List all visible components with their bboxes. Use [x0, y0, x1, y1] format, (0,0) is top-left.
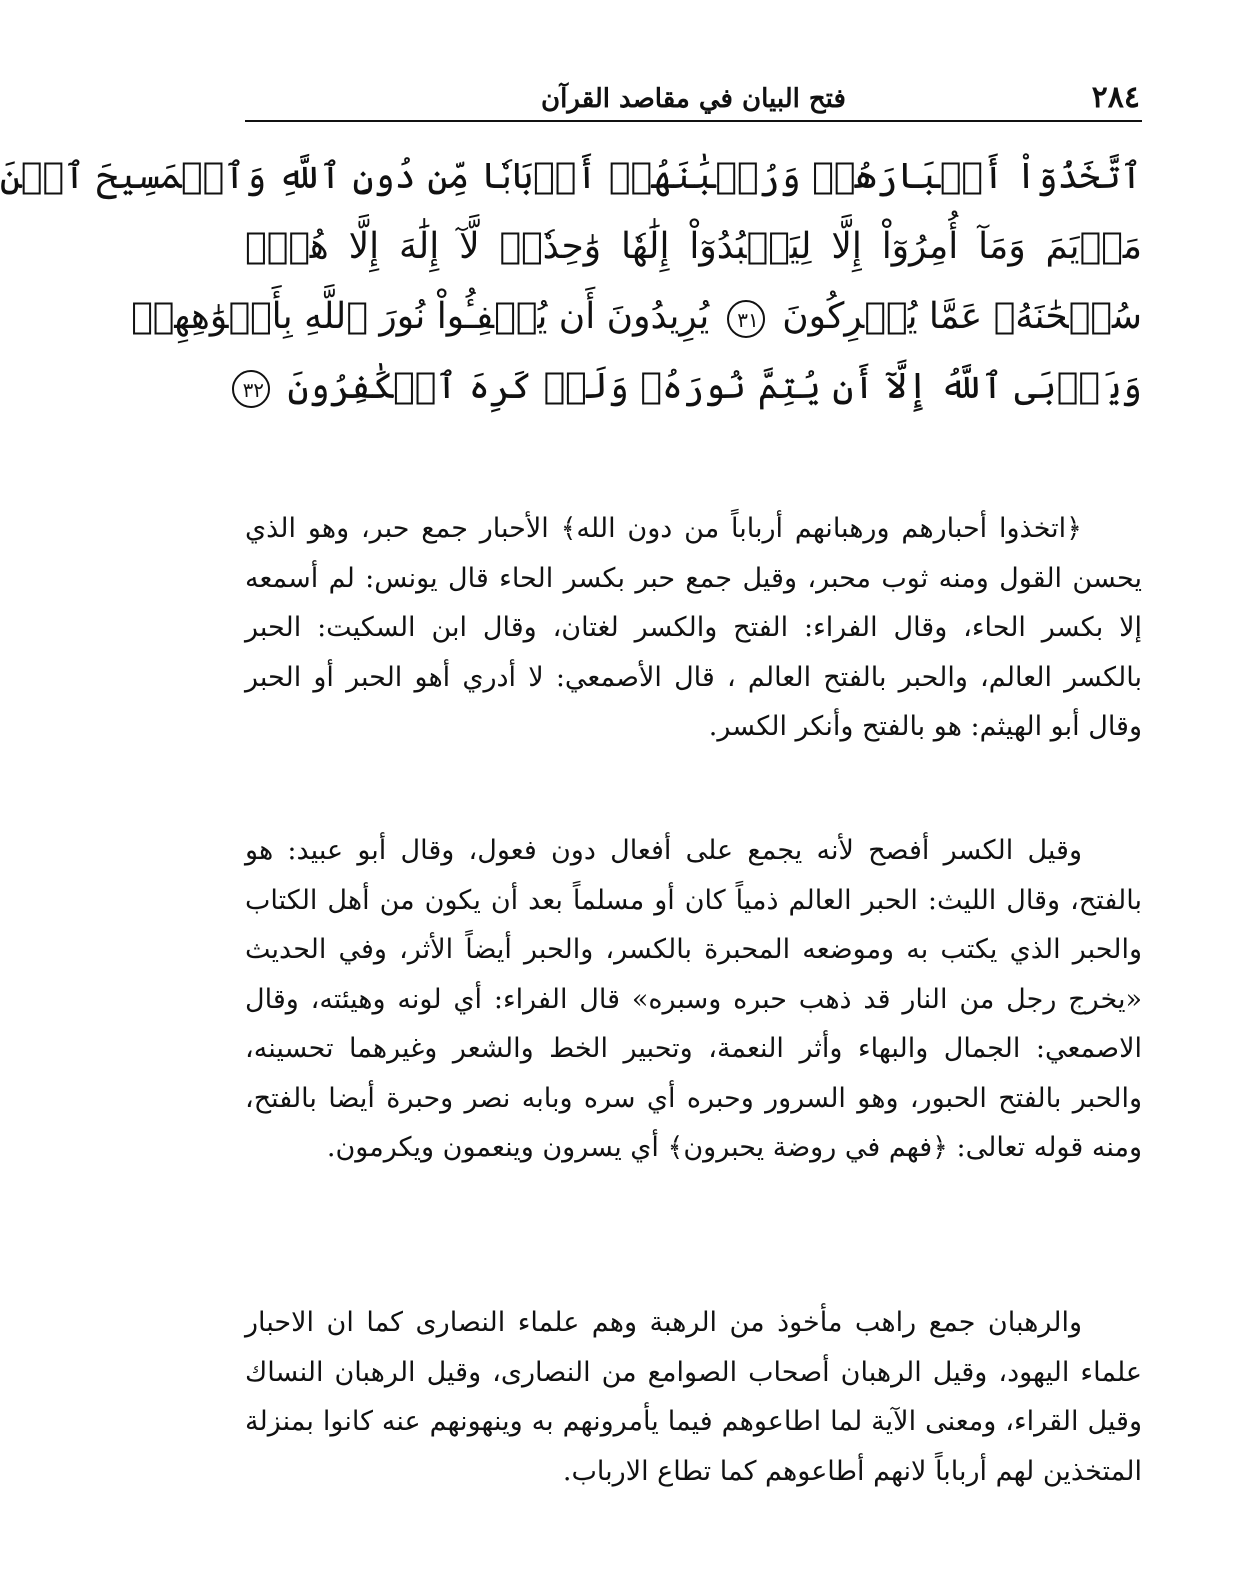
quran-line-1-text: ٱتَّخَذُوٓاْ أَحۡبَارَهُمۡ وَرُهۡبَٰنَهُمۡ أَرۡبَابٗا مِّن دُونِ ٱللَّهِ وَٱلۡمَسِيحَ ٱبۡنَ [0, 156, 1142, 197]
page-header [245, 78, 1142, 122]
quran-line-3-text: سُبۡحَٰنَهُۥ عَمَّا يُشۡرِكُونَ [782, 296, 1142, 337]
paragraph-text: ﴿اتخذوا أحبارهم ورهبانهم أرباباً من دون الله﴾ الأحبار جمع حبر، وهو الذي يحسن القول ومنه ثوب محبر، وقيل جمع حبر بكسر الحاء قال يونس: لم أسمعه إلا بكسر الحاء، وقال الفراء: الفتح والكسر لغتان، وقال ابن السكيت: الحبر بالكسر العالم، والحبر بالفتح العالم ، قال الأصمعي: لا أدري أهو الحبر أو الحبر وقال أبو الهيثم: هو بالفتح وأنكر الكسر. [245, 513, 1142, 742]
quran-line-2 [245, 212, 1142, 282]
paragraph-text: والرهبان جمع راهب مأخوذ من الرهبة وهم علماء النصارى كما ان الاحبار علماء اليهود، وقيل الرهبان أصحاب الصوامع من النصارى، وقيل الرهبان النساك وقيل القراء، ومعنى الآية لما اطاعوهم فيما يأمرونهم به وينهونهم عنه كانوا بمنزلة المتخذين لهم أرباباً لانهم أطاعوهم كما تطاع الارباب. [245, 1307, 1142, 1487]
commentary-paragraph-2 [245, 826, 1142, 1173]
quran-line-2-text: مَرۡيَمَ وَمَآ أُمِرُوٓاْ إِلَّا لِيَعۡبُدُوٓاْ إِلَٰهٗا وَٰحِدٗاۖ لَّآ إِلَٰهَ إِلَّا هُوَۚ [245, 226, 1142, 267]
ayah-number-marker: ٣٢ [232, 370, 270, 408]
page-number: ٢٨٤ [1091, 80, 1140, 115]
quran-line-4 [242, 352, 1142, 422]
commentary-paragraph-1 [245, 504, 1142, 752]
running-title: فتح البيان في مقاصد القرآن [541, 84, 846, 114]
ayah-number-marker: ٣١ [727, 300, 765, 338]
quran-line-3 [131, 282, 1142, 352]
commentary-paragraph-3 [245, 1298, 1142, 1496]
quran-line-3-continuation: يُرِيدُونَ أَن يُطۡفِـُٔواْ نُورَ ٱللَّهِ بِأَفۡوَٰهِهِمۡ [131, 296, 710, 337]
quran-verses [0, 142, 1142, 422]
quran-line-4-text: وَيَأۡبَى ٱللَّهُ إِلَّآ أَن يُتِمَّ نُورَهُۥ وَلَوۡ كَرِهَ ٱلۡكَٰفِرُونَ [287, 366, 1142, 407]
quran-line-1 [0, 142, 1142, 212]
paragraph-text: وقيل الكسر أفصح لأنه يجمع على أفعال دون فعول، وقال أبو عبيد: هو بالفتح، وقال الليث: الحبر العالم ذمياً كان أو مسلماً بعد أن يكون من أهل الكتاب والحبر الذي يكتب به وموضعه المحبرة بالكسر، والحبر أيضاً الأثر، وفي الحديث «يخرج رجل من النار قد ذهب حبره وسبره» قال الفراء: أي لونه وهيئته، وقال الاصمعي: الجمال والبهاء وأثر النعمة، وتحبير الخط والشعر وغيرهما تحسينه، والحبر بالفتح الحبور، وهو السرور وحبره أي سره وبابه نصر وحبرة أيضا بالفتح، ومنه قوله تعالى: ﴿فهم في روضة يحبرون﴾ أي يسرون وينعمون ويكرمون. [245, 835, 1142, 1163]
